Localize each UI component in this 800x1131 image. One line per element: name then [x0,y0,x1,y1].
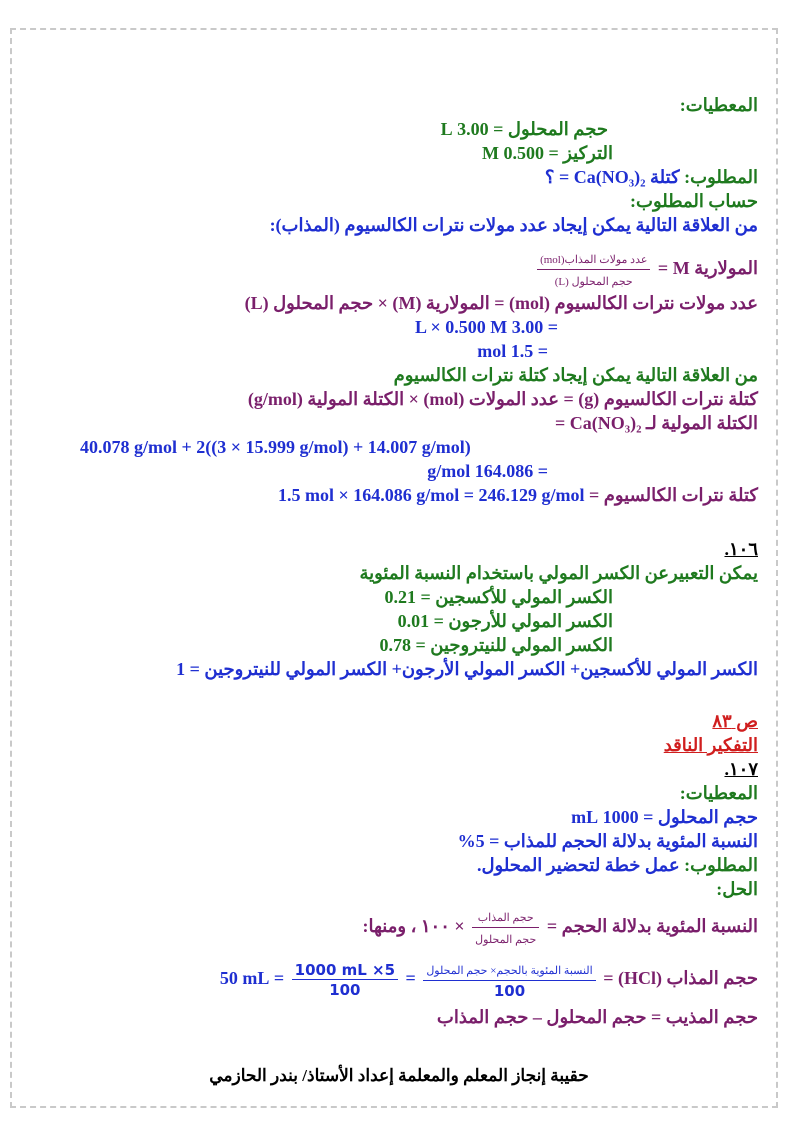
solute-fraction-1 [423,959,595,1000]
solute-denominator-1: 100 [493,982,526,1001]
percent-denominator: حجم المحلول [475,934,537,947]
question-106-number: ١٠٦. [724,539,758,559]
molarity-numerator: عدد مولات المذاب(mol) [537,248,650,270]
solute-fraction-2 [292,960,398,999]
molar-mass-label: الكتلة المولية لـ Ca(NO₃)₂ = [554,413,758,433]
givens-label: المعطيات: [679,95,758,115]
mole-fraction-intro: يمكن التعبيرعن الكسر المولي باستخدام النسبة المئوية [359,563,758,583]
solution-volume: حجم المحلول = 1000 mL [571,807,758,827]
solute-numerator-2: 1000 mL ×5 [292,960,398,980]
question-107-number: ١٠٧. [724,759,758,779]
footer: حقيبة إنجاز المعلم والمعلمة إعداد الأستاذ/ بندر الحازمي [209,1066,589,1085]
solute-numerator-1: النسبة المئوية بالحجم× حجم المحلول [423,959,595,981]
percent-label: النسبة المئوية بدلالة الحجم = [546,916,758,936]
page-number-ref: ص ٨٣ [712,711,758,731]
required-label-2: المطلوب: [684,855,758,875]
required-text-2: عمل خطة لتحضير المحلول. [476,855,680,875]
molarity-denominator: حجم المحلول (L) [554,276,633,289]
molarity-fraction [537,248,650,291]
calc-label: حساب المطلوب: [630,191,758,211]
oxygen-fraction: الكسر المولي للأكسجين = 0.21 [384,587,613,607]
solution-label: الحل: [716,879,758,899]
molar-mass-calc: 40.078 g/mol + 2((3 × 15.999 g/mol) + 14.007 g/mol) [80,437,471,457]
relation-moles: من العلاقة التالية يمكن إيجاد عدد مولات نترات الكالسيوم (المذاب): [269,215,758,235]
percent-fraction [472,906,539,949]
relation-mass: من العلاقة التالية يمكن إيجاد كتلة نترات الكالسيوم [393,365,758,385]
volume-percent: النسبة المئوية بدلالة الحجم للمذاب = 5% [457,831,758,851]
molar-mass-result: = 164.086 g/mol [427,461,548,481]
mass-formula: كتلة نترات الكالسيوم (g) = عدد المولات (mol) × الكتلة المولية (g/mol) [247,389,758,409]
mole-fraction-sum: الكسر المولي للأكسجين+ الكسر المولي الأرجون+ الكسر المولي للنيتروجين = 1 [176,659,758,679]
solute-denominator-2: 100 [329,981,361,1000]
percent-tail: × ١٠٠ ، ومنها: [362,916,465,936]
critical-thinking-title: التفكير الناقد [663,735,758,755]
molarity-label: المولارية M = [657,258,758,278]
solute-volume-formula: حجم المذاب (HCl) = $\frac{\text{النسبة المئوية بالحجم× حجم المحلول}}{100}$ = $\frac{1000 mL \times 5}{100}$ = 50 mL [219,961,758,1001]
moles-formula: عدد مولات نترات الكالسيوم (mol) = المولارية (M) × حجم المحلول (L) [244,293,758,313]
argon-fraction: الكسر المولي للأرجون = 0.01 [397,611,613,631]
required-label: المطلوب: [684,167,758,187]
mass-result-line [40,484,758,506]
concentration-given: التركيز = 0.500 M [481,143,613,163]
percent-numerator: حجم المذاب [472,906,539,928]
volume-given: حجم المحلول = 3.00 L [440,119,608,139]
solute-result: = 50 mL [219,968,285,988]
required-line-2 [40,854,758,876]
mass-label: كتلة نترات الكالسيوم = [588,485,758,505]
calc-step-1: = 3.00 L × 0.500 M [414,317,558,337]
percent-formula [40,906,758,949]
givens-label-2: المعطيات: [679,783,758,803]
required-text: كتلة Ca(NO₃)₂ = ؟ [544,167,680,187]
solute-label: حجم المذاب (HCl) = [603,968,758,988]
molarity-formula [40,248,758,291]
calc-step-2: = 1.5 mol [477,341,548,361]
required-line [40,166,758,188]
mass-calc: 1.5 mol × 164.086 g/mol = 246.129 g/mol [277,485,585,505]
solvent-formula: حجم المذيب = حجم المحلول – حجم المذاب [436,1007,758,1027]
nitrogen-fraction: الكسر المولي للنيتروجين = 0.78 [379,635,613,655]
